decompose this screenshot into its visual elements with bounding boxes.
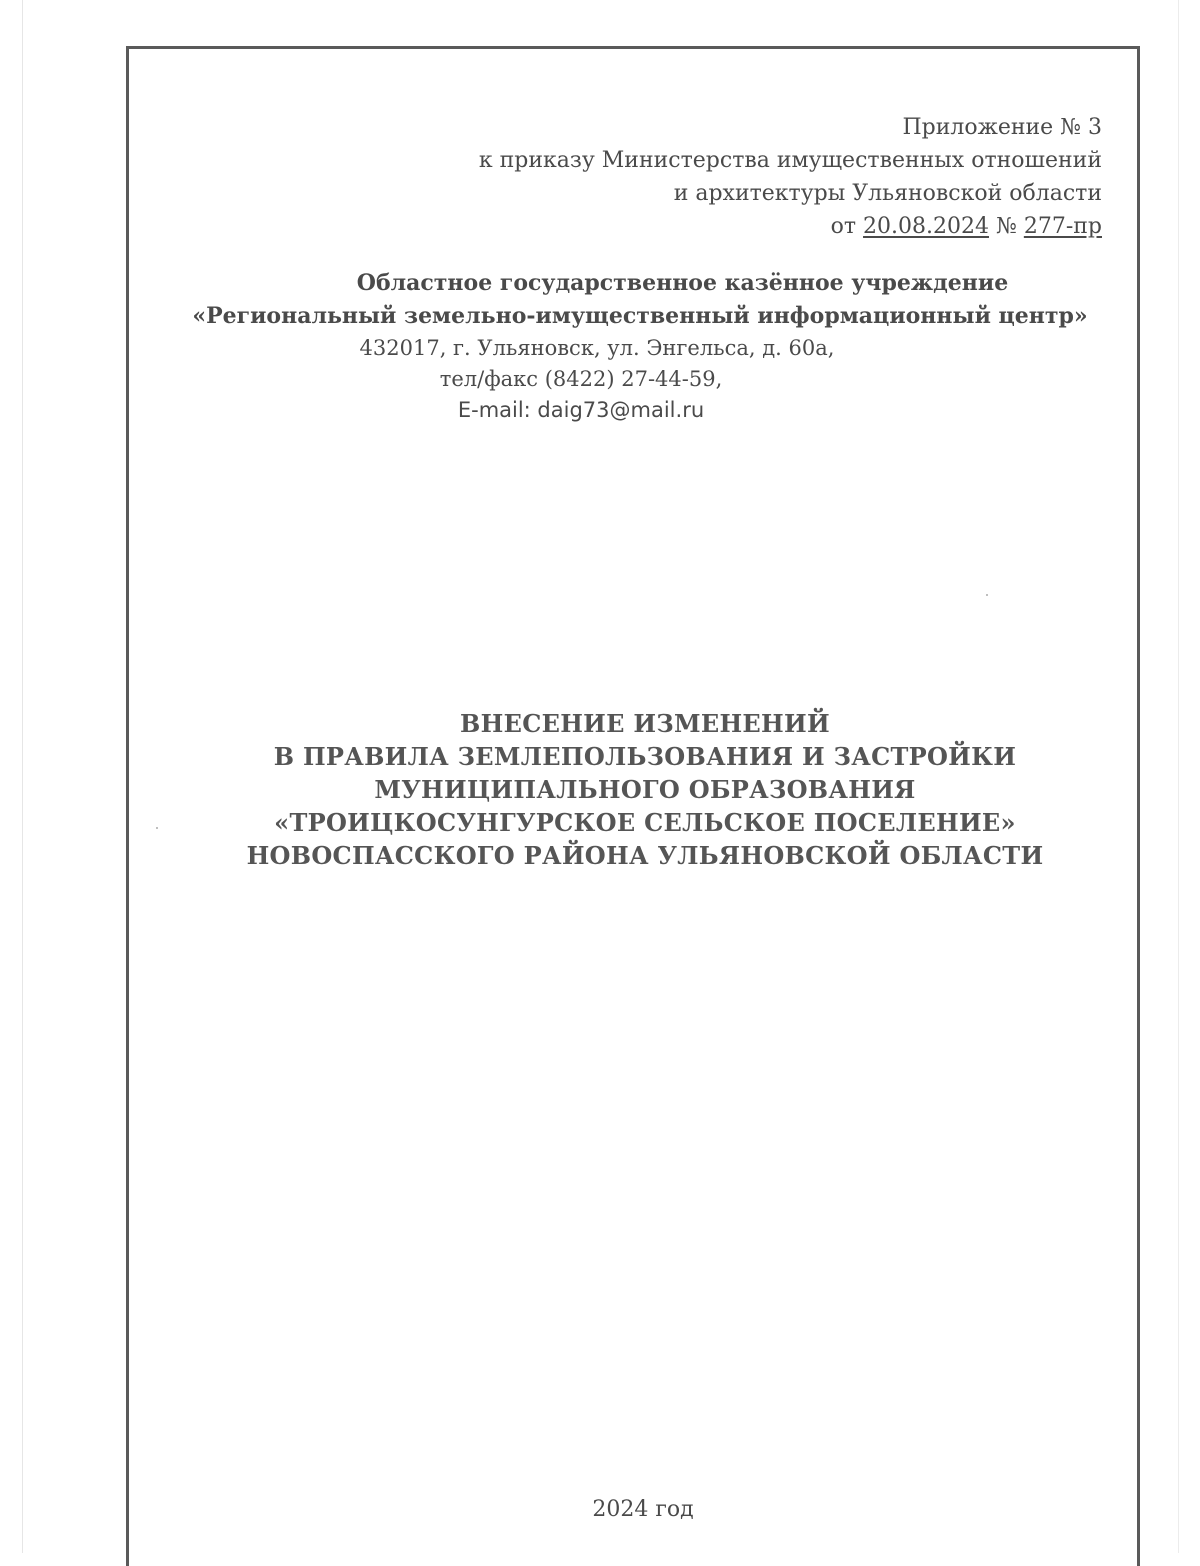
org-type: Областное государственное казённое учреждение bbox=[356, 270, 1009, 296]
org-address: 432017, г. Ульяновск, ул. Энгельса, д. 60а, bbox=[359, 336, 835, 360]
appendix-block bbox=[479, 111, 1102, 243]
scan-speck bbox=[986, 594, 988, 596]
scan-speck bbox=[156, 827, 158, 829]
appendix-ministry: и архитектуры Ульяновской области bbox=[673, 181, 1102, 206]
organization-block bbox=[0, 267, 1200, 426]
appendix-date-line bbox=[479, 210, 1102, 243]
appendix-number: Приложение № 3 bbox=[902, 115, 1102, 140]
org-phone: тел/факс (8422) 27-44-59, bbox=[439, 367, 723, 391]
number-prefix: № bbox=[996, 214, 1017, 239]
appendix-order-ref: к приказу Министерства имущественных отношений bbox=[478, 148, 1102, 173]
document-title bbox=[0, 707, 1200, 872]
org-email: E-mail: daig73@mail.ru bbox=[457, 398, 705, 422]
title-line-5: НОВОСПАССКОГО РАЙОНА УЛЬЯНОВСКОЙ ОБЛАСТИ bbox=[246, 841, 1044, 870]
date-prefix: от bbox=[830, 214, 857, 239]
document-year: 2024 год bbox=[592, 1497, 694, 1522]
order-date: 20.08.2024 bbox=[863, 214, 989, 239]
title-line-3: МУНИЦИПАЛЬНОГО ОБРАЗОВАНИЯ bbox=[374, 775, 916, 804]
order-number: 277-пр bbox=[1023, 214, 1102, 239]
title-line-1: ВНЕСЕНИЕ ИЗМЕНЕНИЙ bbox=[460, 709, 830, 738]
org-name: «Региональный земельно-имущественный информационный центр» bbox=[192, 303, 1088, 329]
title-line-4: «ТРОИЦКОСУНГУРСКОЕ СЕЛЬСКОЕ ПОСЕЛЕНИЕ» bbox=[274, 808, 1016, 837]
title-line-2: В ПРАВИЛА ЗЕМЛЕПОЛЬЗОВАНИЯ И ЗАСТРОЙКИ bbox=[273, 742, 1017, 771]
